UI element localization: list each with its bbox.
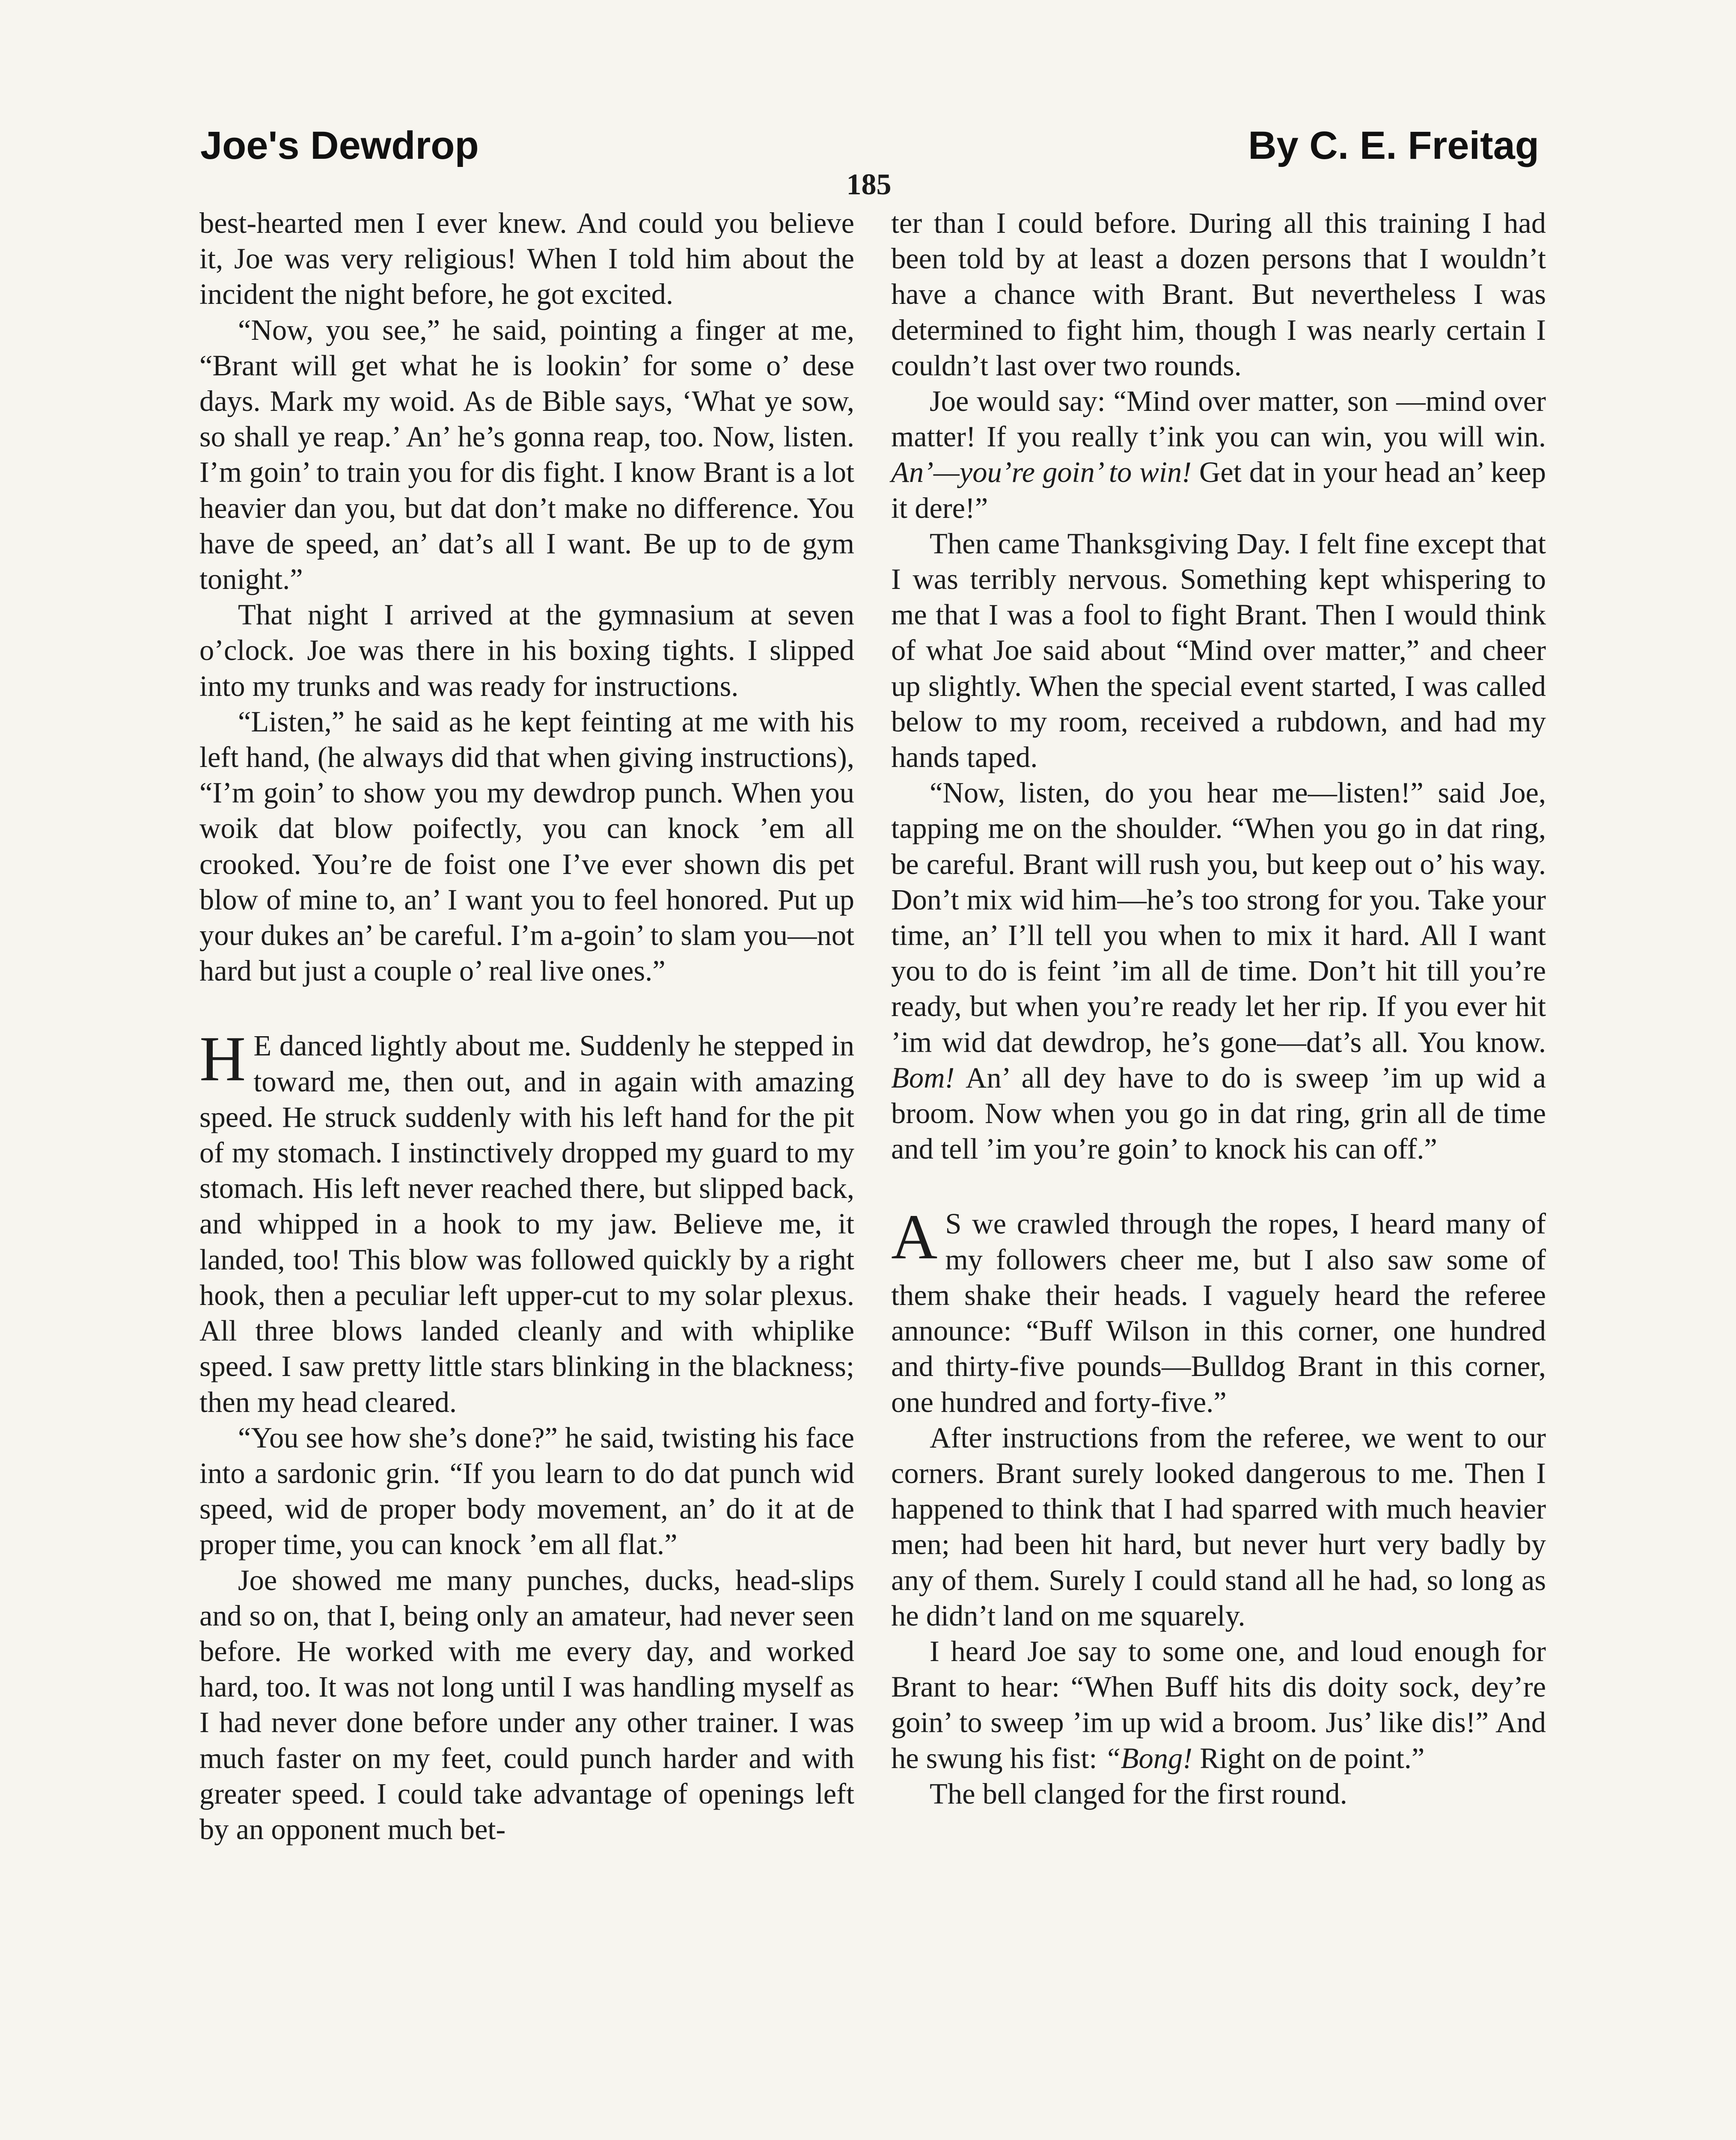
story-author: By C. E. Freitag	[1248, 124, 1539, 167]
paragraph: After instructions from the referee, we went to our corners. Brant surely looked dangerous to me. Then I happened to think that I had sparred with much heavier men; had been hit hard, but never hurt very badly by any of them. Surely I could stand all he had, so long as he didn’t land on me squarely.	[891, 1421, 1546, 1632]
drop-cap: H	[199, 1023, 246, 1095]
paragraph-text: Joe would say: “Mind over matter, son —mind over matter! If you really t’ink you can win, you will win.	[891, 385, 1546, 453]
paragraph-text: E danced lightly about me. Suddenly he stepped in toward me, then out, and in again with amazing speed. He struck suddenly with his left hand for the pit of my stomach. I instinctively dropped my guard to my stomach. His left never reached there, but slipped back, and whipped in a hook to my jaw. Believe me, it landed, too! This blow was followed quickly by a right hook, then a peculiar left upper-cut to my solar plexus. All three blows landed cleanly and with whiplike speed. I saw pretty little stars blinking in the blackness; then my head cleared.	[199, 1029, 854, 1418]
paragraph-text: Right on de point.”	[1192, 1742, 1425, 1774]
paragraph: “You see how she’s done?” he said, twisting his face into a sardonic grin. “If you learn to do dat punch wid speed, wid de proper body movement, an’ do it at de proper time, you can knock ’em all flat.”	[199, 1421, 854, 1561]
italic-text: An’—you’re goin’ to win!	[891, 456, 1192, 489]
page-number: 185	[846, 168, 892, 201]
paragraph-text: I heard Joe say to some one, and loud enough for Brant to hear: “When Buff hits dis doity sock, dey’re goin’ to sweep ’im up wid a broom. Jus’ like dis!” And he swung his fist:	[891, 1635, 1546, 1774]
paragraph: “Now, you see,” he said, pointing a finger at me, “Brant will get what he is lookin’ for some o’ dese days. Mark my woid. As de Bible says, ‘What ye sow, so shall ye reap.’ An’ he’s gonna reap, too. Now, listen. I’m goin’ to train you for dis fight. I know Brant is a lot heavier dan you, but dat don’t make no difference. You have de speed, an’ dat’s all I want. Be up to de gym tonight.”	[199, 313, 854, 596]
paragraph-text: S we crawled through the ropes, I heard many of my followers cheer me, but I also saw some of them shake their heads. I vaguely heard the referee announce: “Buff Wilson in this corner, one hundred and thirty-five pounds—Bulldog Brant in this corner, one hundred and forty-five.”	[891, 1207, 1546, 1418]
left-column	[199, 205, 854, 1847]
right-column	[891, 205, 1546, 1812]
paragraph: best-hearted men I ever knew. And could you believe it, Joe was very religious! When I told him about the incident the night before, he got excited.	[199, 207, 854, 311]
paragraph	[891, 1634, 1546, 1776]
paragraph-text: Get dat in your head an’ keep it dere!”	[891, 456, 1546, 524]
italic-text: “Bong!	[1104, 1742, 1193, 1774]
paragraph: That night I arrived at the gymnasium at seven o’clock. Joe was there in his boxing tights. I slipped into my trunks and was ready for instructions.	[199, 598, 854, 702]
italic-text: Bom!	[891, 1061, 955, 1094]
drop-cap-paragraph	[199, 1023, 854, 1420]
paragraph	[891, 775, 1546, 1167]
paragraph	[891, 383, 1546, 526]
paragraph-text: “Now, listen, do you hear me—listen!” said Joe, tapping me on the shoulder. “When you go in dat ring, be careful. Brant will rush you, but keep out o’ his way. Don’t mix wid him—he’s too strong for you. Take your time, an’ I’ll tell you when to mix it hard. All I want you to do is feint ’im all de time. Don’t hit till you’re ready, but when you’re ready let her rip. If you ever hit ’im wid dat dewdrop, he’s gone—dat’s all. You know.	[891, 776, 1546, 1058]
paragraph: “Listen,” he said as he kept feinting at me with his left hand, (he always did that when giving instructions), “I’m goin’ to show you my dewdrop punch. When you woik dat blow poifectly, you can knock ’em all crooked. You’re de foist one I’ve ever shown dis pet blow of mine to, an’ I want you to feel honored. Put up your dukes an’ be careful. I’m a-goin’ to slam you—not hard but just a couple o’ real live ones.”	[199, 705, 854, 987]
story-title: Joe's Dewdrop	[200, 124, 479, 167]
drop-cap-paragraph	[891, 1201, 1546, 1420]
paragraph: Then came Thanksgiving Day. I felt fine except that I was terribly nervous. Something kept whispering to me that I was a fool to fight Brant. Then I would think of what Joe said about “Mind over matter,” and cheer up slightly. When the special event started, I was called below to my room, received a rubdown, and had my hands taped.	[891, 527, 1546, 774]
paragraph: The bell clanged for the first round.	[930, 1777, 1347, 1810]
paragraph: Joe showed me many punches, ducks, head-slips and so on, that I, being only an amateur, had never seen before. He worked with me every day, and worked hard, too. It was not long until I was handling myself as I had never done before under any other trainer. I was much faster on my feet, could punch harder and with greater speed. I could take advantage of openings left by an opponent much bet-	[199, 1563, 854, 1846]
paragraph: ter than I could before. During all this training I had been told by at least a dozen persons that I wouldn’t have a chance with Brant. But nevertheless I was determined to fight him, though I was nearly certain I couldn’t last over two rounds.	[891, 207, 1546, 382]
paragraph-text: An’ all dey have to do is sweep ’im up wid a broom. Now when you go in dat ring, grin all de time and tell ’im you’re goin’ to knock his can off.”	[891, 1061, 1546, 1165]
drop-cap: A	[891, 1201, 938, 1273]
